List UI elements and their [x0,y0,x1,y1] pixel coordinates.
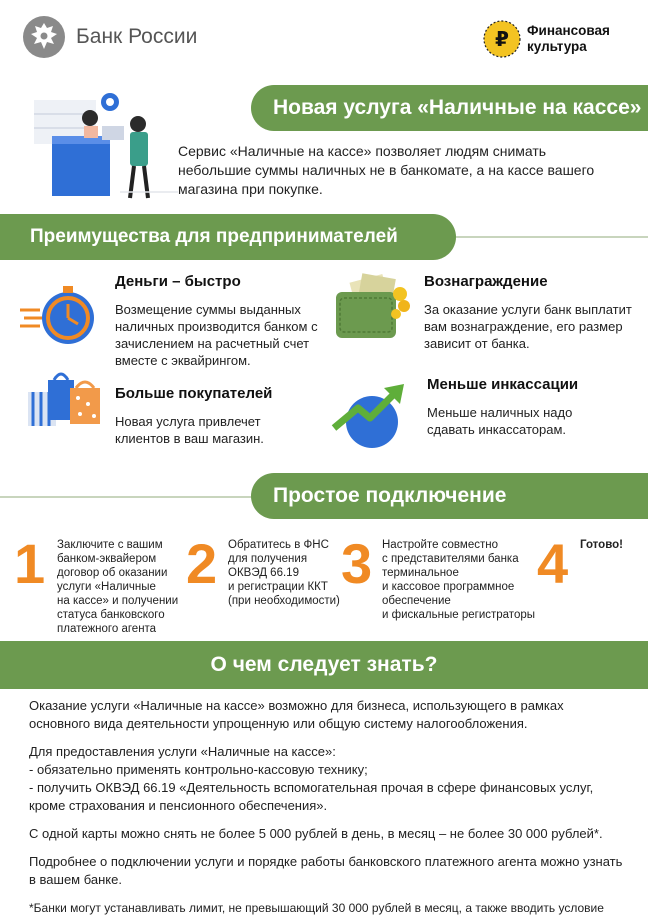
step-text-2: Обратитесь в ФНС для получения ОКВЭД 66.19 и регистрации ККТ (при необходимости) [228,539,340,607]
new-service-banner [251,85,648,131]
step-text-3: Настройте совместно с представителями банка терминальное и кассовое программное обеспечение и фискальные регистраторы [382,539,536,621]
know-content [29,697,625,917]
know-paragraph-2-item-1: - обязательно применять контрольно-кассовую технику; [29,762,368,777]
advantages-banner [0,214,456,260]
wallet-coins-icon [330,272,412,348]
growth-arrow-icon [330,378,414,438]
know-paragraph-2-intro: Для предоставления услуги «Наличные на кассе»: [29,744,336,759]
new-service-title: Новая услуга «Наличные на кассе» [273,96,642,119]
bank-of-russia-logo [22,14,222,60]
step-number-2: 2 [186,532,218,595]
ruble-coin-icon [483,20,521,58]
step-number-1: 1 [14,532,46,595]
fin-culture-logo [483,18,633,60]
step-number-4: 4 [537,532,569,595]
advantage-text-reward: За оказание услуги банк выплатит вам вознаграждение, его размер зависит от банка. [424,302,632,351]
advantages-title: Преимущества для предпринимателей [30,226,398,247]
connect-banner [251,473,648,519]
advantage-text-fast-money: Возмещение суммы выданных наличных производится банком с зачислением на расчетный счет вместе с эквайрингом. [115,302,318,368]
svg-text:₽: ₽ [495,27,509,51]
footnote: *Банки могут устанавливать лимит, не превышающий 30 000 рублей в месяц, а также вводить условие [29,901,604,915]
advantage-title-reward: Вознаграждение [424,273,548,290]
know-title: О чем следует знать? [210,653,438,676]
bank-name: Банк России [76,25,198,48]
stopwatch-icon [18,280,106,352]
step-text-4: Готово! [580,539,623,551]
advantage-title-less-collection: Меньше инкассации [427,376,579,393]
know-paragraph-2-item-2: - получить ОКВЭД 66.19 «Деятельность вспомогательная прочая в сфере финансовых услуг, кроме страхования и пенсионного обеспечения». [29,780,594,813]
new-service-description: Сервис «Наличные на кассе» позволяет людям снимать небольшие суммы наличных не в банкомате, а на кассе вашего магазина при покупке. [178,143,595,197]
advantage-title-more-buyers: Больше покупателей [115,385,273,402]
know-paragraph-4: Подробнее о подключении услуги и порядке работы банковского платежного агента можно узнать в вашем банке. [29,854,623,887]
fin-culture-line1: Финансовая [527,23,610,38]
know-banner [0,641,648,689]
bank-of-russia-eagle-icon [22,15,66,59]
fin-culture-line2: культура [527,39,587,54]
step-text-1: Заключите с вашим банком-эквайером договор об оказании услуги «Наличные на кассе» и получении статуса банковского платежного агента [57,539,179,635]
step-number-3: 3 [341,532,373,595]
advantage-text-less-collection: Меньше наличных надо сдавать инкассаторам. [427,405,573,437]
know-paragraph-1: Оказание услуги «Наличные на кассе» возможно для бизнеса, использующего в рамках основного вида деятельности упрощенную или общую систему налогообложения. [29,698,564,731]
connect-title: Простое подключение [273,484,507,507]
advantage-text-more-buyers: Новая услуга привлечет клиентов в ваш магазин. [115,414,264,446]
shopping-bags-icon [24,366,106,438]
know-paragraph-3: С одной карты можно снять не более 5 000 рублей в день, в месяц – не более 30 000 рублей*. [29,826,603,841]
cashier-scene-icon [32,88,182,203]
advantage-title-fast-money: Деньги – быстро [115,273,241,290]
